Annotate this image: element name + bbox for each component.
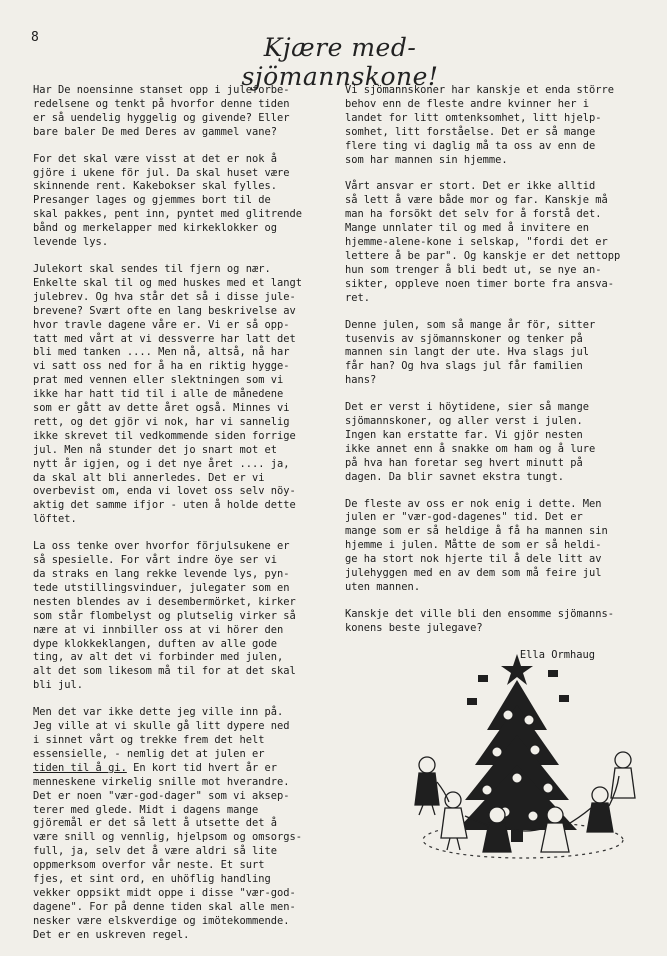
article-title: Kjære med-sjömannskone! <box>241 33 439 91</box>
paragraph: De fleste av oss er nok enig i dette. Men julen er "vær-god-dagenes" tid. Det er mange som er så heldige å få ha mannen sin hjemme i julen. Måtte de som er så heldi- ge ha stort nok hjerte til å dele litt av julehyggen med en av dem som må feire jul uten mannen. <box>345 497 608 593</box>
paragraph-text: Men det var ikke dette jeg ville inn på. Jeg ville at vi skulle gå litt dypere ned i sinnet vårt og trekke frem det helt essensielle, - nemlig det at julen er <box>33 706 290 760</box>
paragraph: Vi sjömannskoner har kanskje et enda större behov enn de fleste andre kvinner her i landet for litt omtenksomhet, litt hjelp- somhet, litt forståelse. Det er så mange flere ting vi daglig må ta oss av enn de som har mannen sin hjemme. <box>345 84 614 166</box>
paragraph: La oss tenke over hvorfor förjulsukene er så spesielle. For vårt indre öye ser vi da straks en lang rekke levende lys, pyn- tede utstillingsvinduer, julegater som en nesten blendes av i desembermörket, kirker som står flombelyst og plutselig virker så nære at vi innbiller oss at vi hörer den dype klokkeklangen, duften av alle gode ting, av alt det vi forbinder med julen, alt det som likesom må til for at det skal bli jul. <box>33 540 296 692</box>
paragraph-text: En kort tid hvert år er menneskene virkelig snille mot hverandre. Det er noen "vær-god-dager" som vi aksep- terer med glede. Midt i dagens mange gjöremål er det så lett å utsette det å være snill og vennlig, hjelpsom og omsorgs- full, ja, selv det å være aldri så lite oppmerksom overfor vår neste. Et surt fjes, et sint ord, en uhöflig handling vekker oppsikt midt oppe i disse "vær-god- dagene". For på denne tiden skal alle men- nesker være elskverdige og imötekommende. Det er en uskreven regel. <box>33 761 302 941</box>
paragraph: Denne julen, som så mange år för, sitter tusenvis av sjömannskoner og tenker på mannen sin langt der ute. Hva slags jul får han? Og hva slags jul får familien hans? <box>345 318 596 387</box>
left-column <box>33 84 323 956</box>
paragraph <box>33 706 323 942</box>
signature: Ella Ormhaug <box>519 648 595 661</box>
page-number: 8 <box>31 30 39 45</box>
right-column <box>345 84 635 676</box>
paragraph: Kanskje det ville bli den ensomme sjömanns- konens beste julegave? <box>345 607 614 634</box>
paragraph: Har De noensinne stanset opp i juleforbe- redelsene og tenkt på hvorfor denne tiden er så uendelig hyggelig og givende? Eller bare baler De med Deres av gammel vane? <box>33 84 290 138</box>
underlined-text: tiden til å gi. <box>33 761 127 774</box>
paragraph: Julekort skal sendes til fjern og nær. Enkelte skal til og med huskes med et langt julebrev. Og hva står det så i disse jule- brevene? Svært ofte en lang beskrivelse av hvor travle dagene våre er. Vi er så opp- tatt med vårt at vi dessverre har latt det bli med tanken .... Men nå, altså, nå har vi satt oss ned for å ha en riktig hygge- prat med vennen eller slektningen som vi ikke har hatt tid til i alle de månedene som er gått av dette året også. Minnes vi rett, og det gjör vi nok, har vi sannelig ikke skrevet til vedkommende siden forrige jul. Men nå stunder det jo snart mot et nytt år igjen, og i det nye året .... ja, da skal alt bli annerledes. Det er vi overbevist om, enda vi lovet oss selv nöy- aktig det samme ifjor - uten å holde dette löftet. <box>33 262 302 526</box>
paragraph: Vårt ansvar er stort. Det er ikke alltid så lett å være både mor og far. Kanskje må man ha forsökt det selv for å forstå det. Mange unnlater til og med å invitere en hjemme-alene-kone i selskap, "fordi det er lettere å be par". Og kanskje er det nettopp hun som trenger å bli bedt ut, se nye an- sikter, oppleve noen timer borte fra ansva- ret. <box>345 180 621 304</box>
christmas-tree-dancing-children-icon <box>405 640 650 870</box>
paragraph: Det er verst i höytidene, sier så mange sjömannskoner, og aller verst i julen. Ingen kan erstatte far. Vi gjör nesten ikke annet enn å snakke om ham og å lure på hva han foretar seg hvert minutt på dagen. Da blir savnet ekstra tungt. <box>345 401 596 483</box>
paragraph: For det skal være visst at det er nok å gjöre i ukene för jul. Da skal huset være skinnende rent. Kakebokser skal fylles. Presanger lages og gjemmes bort til de skal pakkes, pent inn, pyntet med glitrende bånd og merkelapper med kirkeklokker og levende lys. <box>33 152 302 249</box>
